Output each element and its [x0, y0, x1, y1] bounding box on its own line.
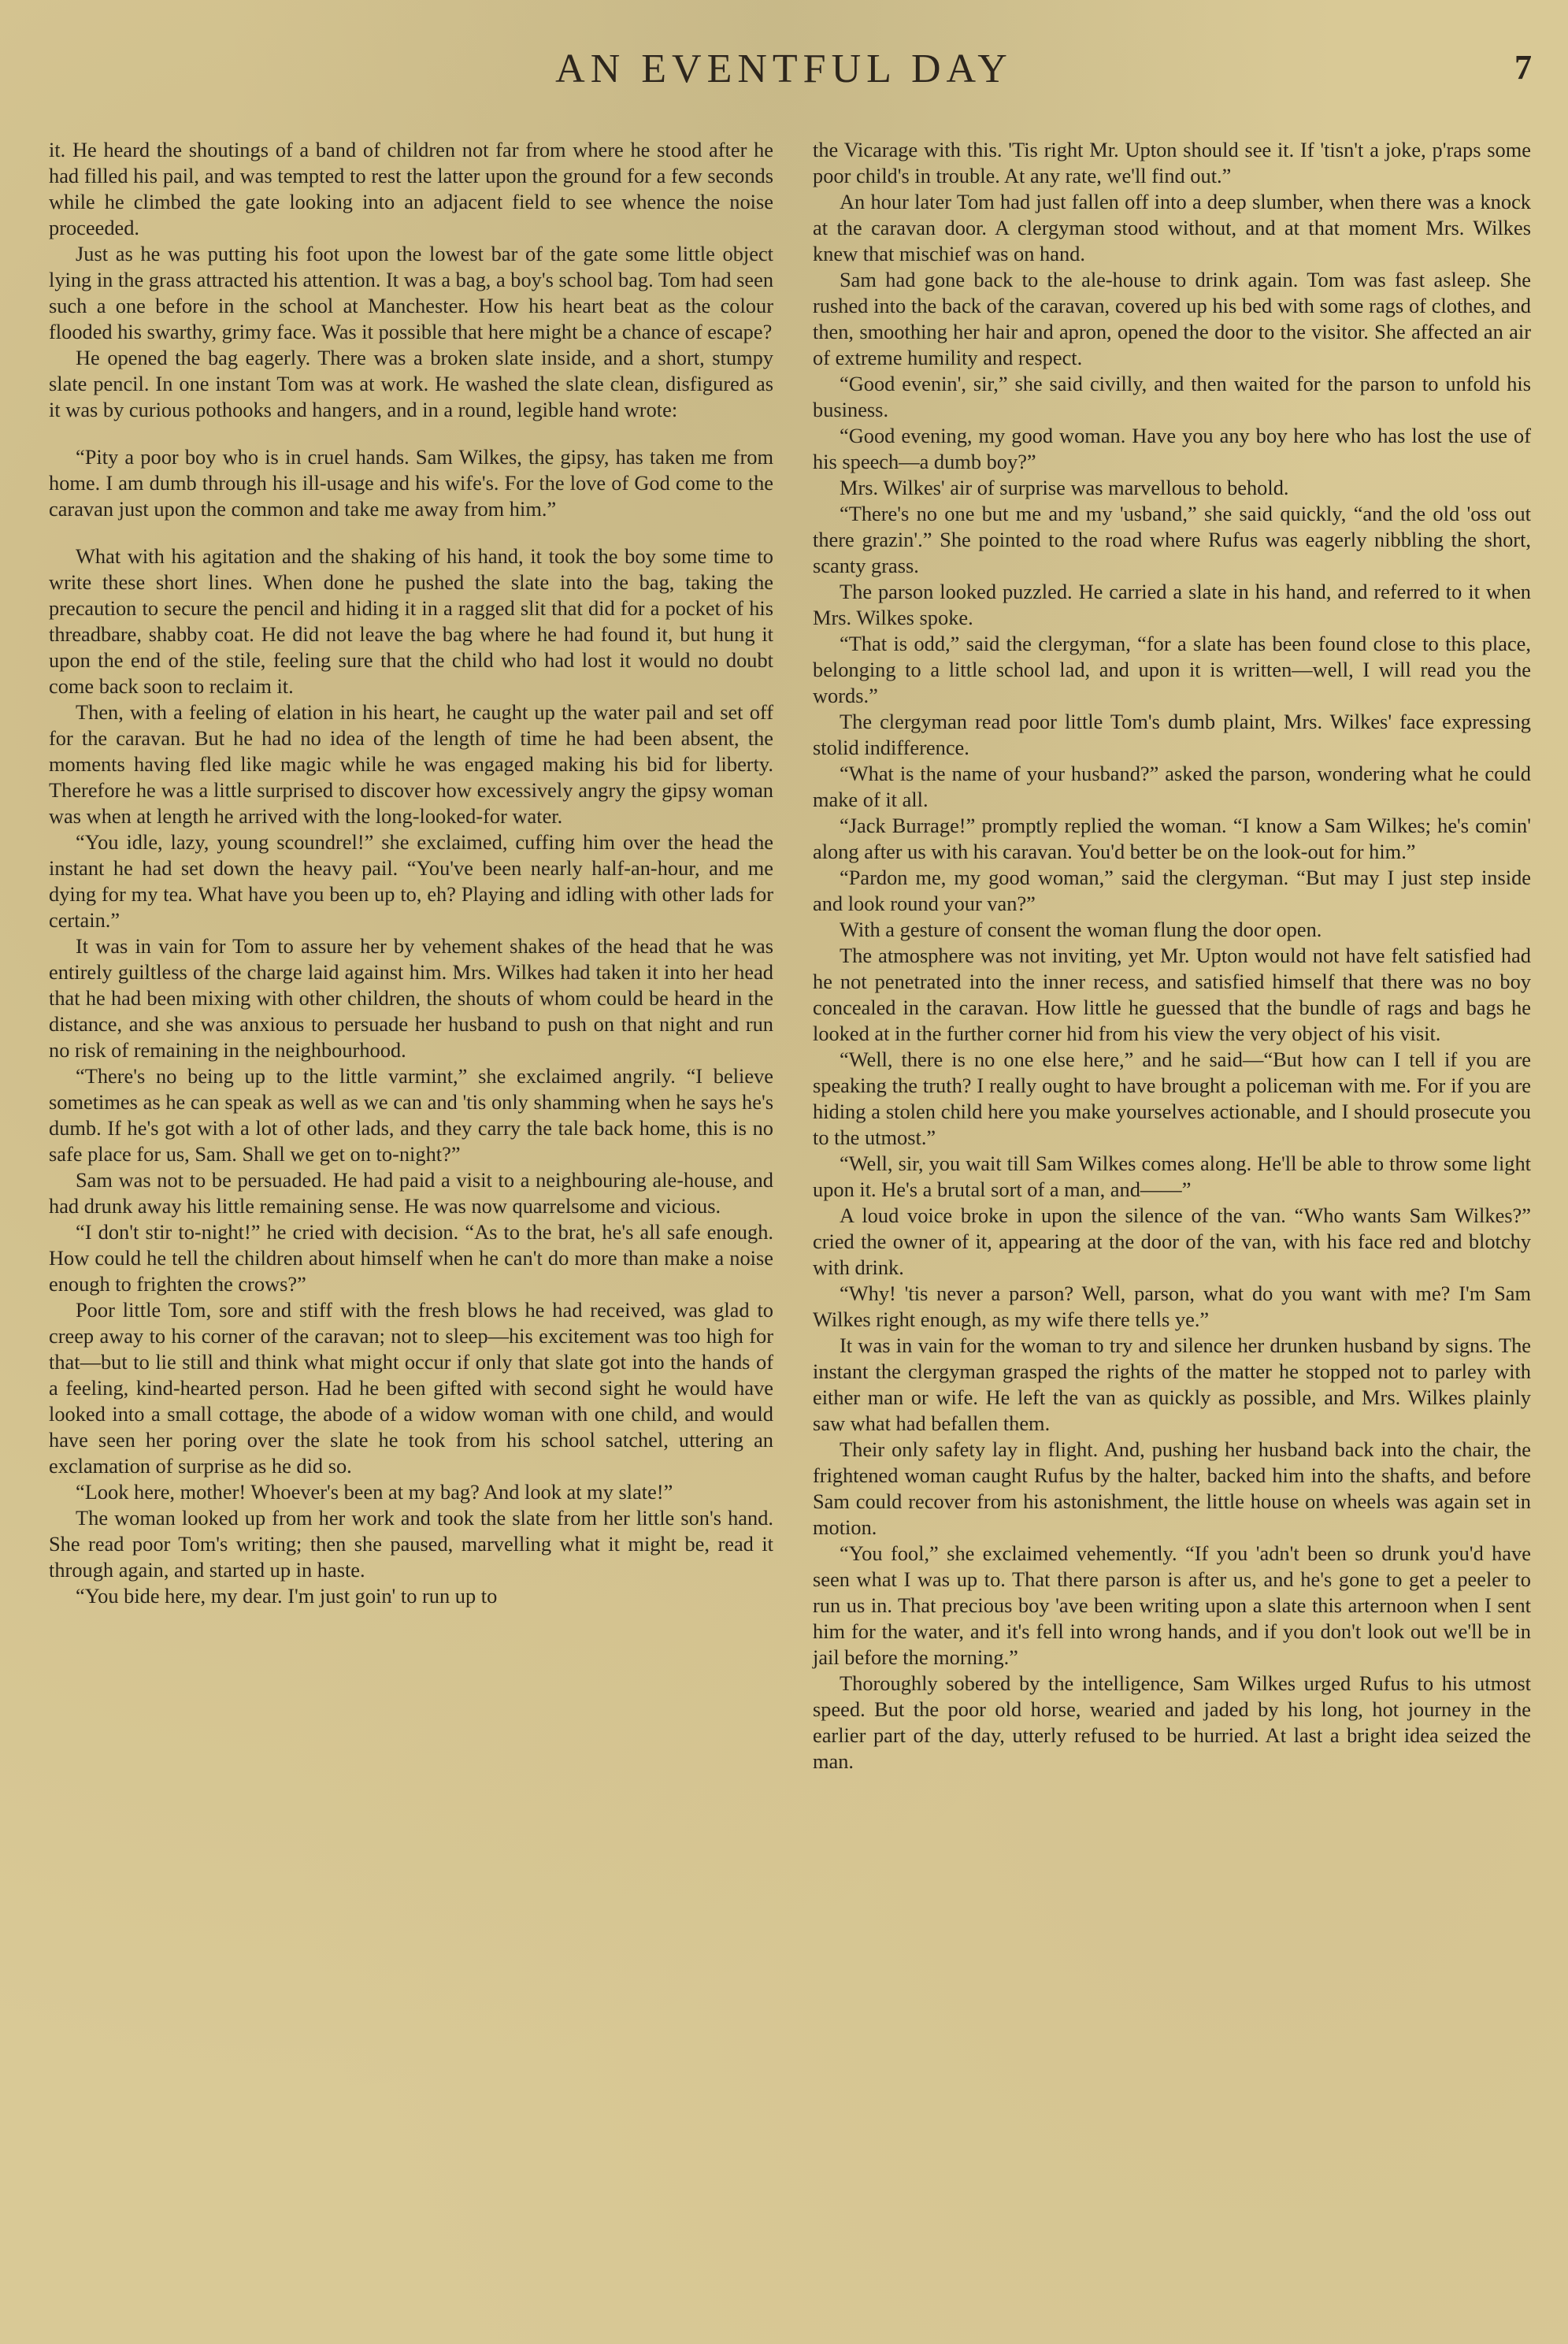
paragraph: He opened the bag eagerly. There was a broken slate inside, and a short, stumpy slate pencil. In one instant Tom was at work. He washed the slate clean, disfigured as it was by curious pothooks and hangers, and in a round, legible hand wrote: — [49, 346, 773, 421]
paragraph: “You fool,” she exclaimed vehemently. “If you 'adn't been so drunk you'd have seen what I was up to. That there parson is after us, and he's gone to get a peeler to run us in. That precious boy 'ave been writing upon a slate this arternoon when I sent him for the water, and it's fell into wrong hands, and if you don't look out we'll be in jail before the morning.” — [813, 1541, 1531, 1669]
paragraph: The woman looked up from her work and took the slate from her little son's hand. She read poor Tom's writing; then she paused, marvelling what it might be, read it through again, and started up in haste. — [49, 1506, 773, 1582]
paragraph: Just as he was putting his foot upon the lowest bar of the gate some little object lying in the grass attracted his attention. It was a bag, a boy's school bag. Tom had seen such a one before in the school at Manchester. How his heart beat as the colour flooded his swarthy, grimy face. Was it possible that here might be a chance of escape? — [49, 242, 774, 343]
page-number: 7 — [1514, 48, 1532, 87]
paragraph: “Look here, mother! Whoever's been at my bag? And look at my slate!” — [76, 1480, 673, 1504]
paragraph: It was in vain for the woman to try and silence her drunken husband by signs. The instant the clergyman grasped the rights of the matter he stopped not to parley with either man or wife. He left the van as quickly as possible, and Mrs. Wilkes plainly saw what had befallen them. — [813, 1333, 1531, 1435]
paragraph: Poor little Tom, sore and stiff with the fresh blows he had received, was glad to creep away to his corner of the caravan; not to sleep—his excitement was too high for that—but to lie still and think what might occur if only that slate got into the hands of a feeling, kind-hearted person. Had he been gifted with second sight he would have looked into a small cottage, the abode of a widow woman with one child, and would have seen her poring over the slate he took from his school satchel, uttering an exclamation of surprise as he did so. — [49, 1298, 773, 1478]
paragraph: “You idle, lazy, young scoundrel!” she exclaimed, cuffing him over the head the instant he had set down the heavy pail. “You've been nearly half-an-hour, and me dying for my tea. What have you been up to, eh? Playing and idling with other lads for certain.” — [49, 830, 773, 932]
left-column — [49, 137, 773, 1609]
paragraph: “There's no being up to the little varmint,” she exclaimed angrily. “I believe sometimes as he can speak as well as we can and 'tis only shamming when he says he's dumb. If he's got with a lot of other lads, and they carry the tale back home, this is no safe place for us, Sam. Shall we get on to-night?” — [49, 1064, 773, 1166]
paragraph: Mrs. Wilkes' air of surprise was marvellous to behold. — [840, 476, 1289, 499]
paragraph: it. He heard the shoutings of a band of children not far from where he stood after he had filled his pail, and was tempted to rest the latter upon the ground for a few seconds while he climbed the gate looking into an adjacent field to see whence the noise proceeded. — [49, 138, 773, 239]
paragraph: “There's no one but me and my 'usband,” she said quickly, “and the old 'oss out there grazin'.” She pointed to the road where Rufus was eagerly nibbling the short, scanty grass. — [813, 502, 1531, 577]
paragraph: Then, with a feeling of elation in his heart, he caught up the water pail and set off for the caravan. But he had no idea of the length of time he had been absent, the moments having fled like magic while he was engaged making his bid for liberty. Therefore he was a little surprised to discover how excessively angry the gipsy woman was when at length he arrived with the long-looked-for water. — [49, 700, 773, 828]
slate-message-text: “Pity a poor boy who is in cruel hands. Sam Wilkes, the gipsy, has taken me from home. I am dumb through his ill-usage and his wife's. For the love of God come to the caravan just upon the common and take me away from him.” — [49, 445, 773, 521]
paragraph: Their only safety lay in flight. And, pushing her husband back into the chair, the frightened woman caught Rufus by the halter, backed him into the shafts, and before Sam could recover from his astonishment, the little house on wheels was again set in motion. — [813, 1437, 1531, 1539]
paragraph: “Why! 'tis never a parson? Well, parson, what do you want with me? I'm Sam Wilkes right enough, as my wife there tells ye.” — [813, 1281, 1531, 1331]
paragraph: What with his agitation and the shaking of his hand, it took the boy some time to write these short lines. When done he pushed the slate into the bag, taking the precaution to secure the pencil and hiding it in a ragged slit that did for a pocket of his threadbare, shabby coat. He did not leave the bag where he had found it, but hung it upon the end of the stile, feeling sure that the child who had lost it would no doubt come back soon to reclaim it. — [49, 544, 773, 698]
paragraph: “Pardon me, my good woman,” said the clergyman. “But may I just step inside and look round your van?” — [813, 866, 1531, 915]
paragraph: the Vicarage with this. 'Tis right Mr. Upton should see it. If 'tisn't a joke, p'raps some poor child's in trouble. At any rate, we'll find out.” — [813, 138, 1531, 187]
paragraph: The atmosphere was not inviting, yet Mr. Upton would not have felt satisfied had he not penetrated into the inner recess, and satisfied himself that there was no boy concealed in the caravan. How little he guessed that the bundle of rags and bags he looked at in the further corner hid from his view the very object of his visit. — [813, 944, 1531, 1045]
paragraph: “You bide here, my dear. I'm just goin' to run up to — [76, 1584, 498, 1608]
paragraph: “What is the name of your husband?” asked the parson, wondering what he could make of it all. — [813, 762, 1531, 811]
paragraph: It was in vain for Tom to assure her by vehement shakes of the head that he was entirely guiltless of the charge laid against him. Mrs. Wilkes had taken it into her head that he had been mixing with other children, the shouts of whom could be heard in the distance, and she was anxious to persuade her husband to push on that night and run no risk of remaining in the neighbourhood. — [49, 934, 773, 1062]
paragraph: With a gesture of consent the woman flung the door open. — [840, 918, 1322, 941]
paragraph: An hour later Tom had just fallen off into a deep slumber, when there was a knock at the caravan door. A clergyman stood without, and at that moment Mrs. Wilkes knew that mischief was on hand. — [813, 190, 1531, 265]
paragraph: “Jack Burrage!” promptly replied the woman. “I know a Sam Wilkes; he's comin' along after us with his caravan. You'd better be on the look-out for him.” — [813, 814, 1531, 863]
right-column — [813, 137, 1531, 1775]
paragraph: “I don't stir to-night!” he cried with decision. “As to the brat, he's all safe enough. How could he tell the children about himself when he can't do more than make a noise enough to frighten the crows?” — [49, 1220, 773, 1296]
paragraph: “Well, there is no one else here,” and he said—“But how can I tell if you are speaking the truth? I really ought to have brought a policeman with me. For if you are hiding a stolen child here you make yourselves actionable, and I should prosecute you to the utmost.” — [813, 1048, 1531, 1149]
paragraph: “Good evening, my good woman. Have you any boy here who has lost the use of his speech—a dumb boy?” — [813, 424, 1531, 473]
running-title: AN EVENTFUL DAY — [555, 46, 1013, 91]
paragraph: Sam was not to be persuaded. He had paid a visit to a neighbouring ale-house, and had drunk away his little remaining sense. He was now quarrelsome and vicious. — [49, 1168, 773, 1218]
paragraph: A loud voice broke in upon the silence of the van. “Who wants Sam Wilkes?” cried the owner of it, appearing at the door of the van, with his face red and blotchy with drink. — [813, 1204, 1531, 1279]
paragraph: The clergyman read poor little Tom's dumb plaint, Mrs. Wilkes' face expressing stolid indifference. — [813, 710, 1531, 759]
paragraph: “Good evenin', sir,” she said civilly, and then waited for the parson to unfold his business. — [813, 372, 1531, 421]
paragraph: Sam had gone back to the ale-house to drink again. Tom was fast asleep. She rushed into the back of the caravan, covered up his bed with some rags of clothes, and then, smoothing her hair and apron, opened the door to the visitor. She affected an air of extreme humility and respect. — [813, 268, 1531, 369]
paragraph: The parson looked puzzled. He carried a slate in his hand, and referred to it when Mrs. Wilkes spoke. — [813, 580, 1531, 629]
paragraph: Thoroughly sobered by the intelligence, Sam Wilkes urged Rufus to his utmost speed. But the poor old horse, wearied and jaded by his long, hot journey in the earlier part of the day, utterly refused to be hurried. At last a bright idea seized the man. — [813, 1671, 1531, 1773]
paragraph: “Well, sir, you wait till Sam Wilkes comes along. He'll be able to throw some light upon it. He's a brutal sort of a man, and——” — [813, 1152, 1531, 1201]
paragraph: “That is odd,” said the clergyman, “for a slate has been found close to this place, belonging to a little school lad, and upon it is written—well, I will read you the words.” — [813, 632, 1531, 707]
slate-message — [49, 444, 773, 522]
